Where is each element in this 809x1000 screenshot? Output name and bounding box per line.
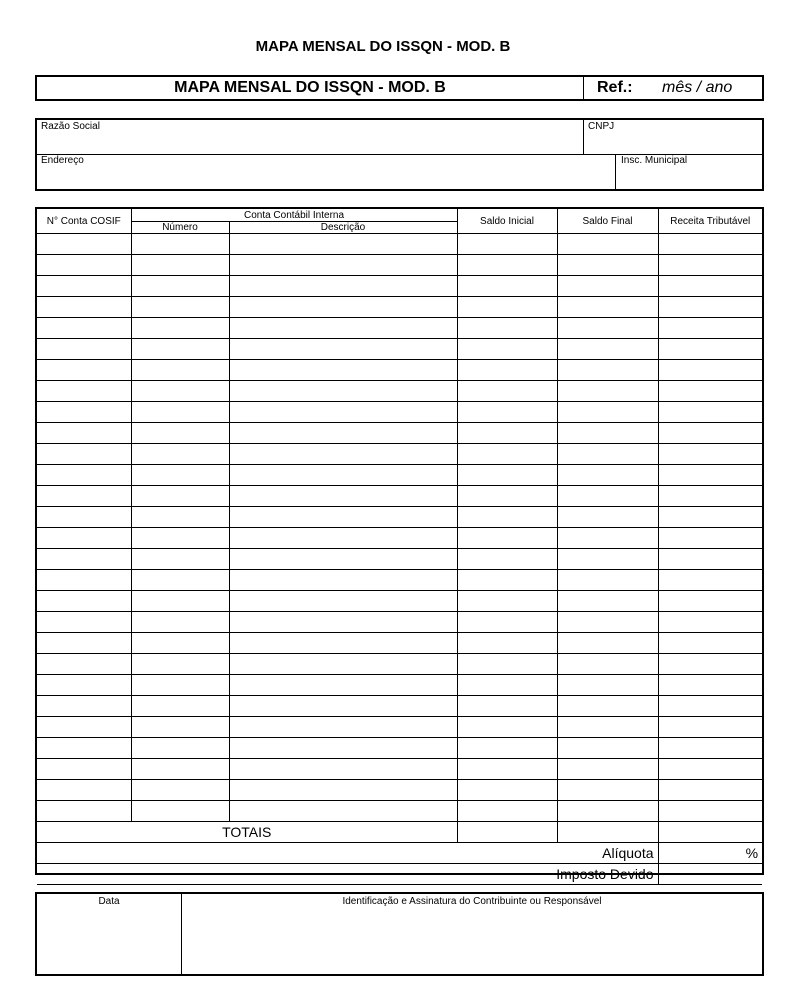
receita-cell[interactable] [658, 444, 762, 465]
cosif-cell[interactable] [37, 759, 131, 780]
table-row [37, 360, 762, 381]
table-row [37, 759, 762, 780]
saldo-inicial-cell[interactable] [457, 486, 557, 507]
header-numero: Número [131, 222, 229, 234]
cosif-cell[interactable] [37, 318, 131, 339]
saldo-inicial-cell[interactable] [457, 675, 557, 696]
aliquota-label: Alíquota [37, 843, 658, 864]
header-conta-contabil: Conta Contábil Interna [131, 209, 457, 222]
cosif-cell[interactable] [37, 507, 131, 528]
saldo-final-cell[interactable] [557, 759, 658, 780]
table-row [37, 717, 762, 738]
cnpj-label: CNPJ [588, 121, 615, 132]
numero-cell[interactable] [131, 801, 229, 822]
table-row [37, 696, 762, 717]
saldo-final-cell[interactable] [557, 780, 658, 801]
table-row [37, 633, 762, 654]
saldo-final-cell[interactable] [557, 444, 658, 465]
numero-cell[interactable] [131, 549, 229, 570]
receita-cell[interactable] [658, 801, 762, 822]
descricao-cell[interactable] [229, 591, 457, 612]
saldo-final-cell[interactable] [557, 612, 658, 633]
saldo-final-cell[interactable] [557, 360, 658, 381]
numero-cell[interactable] [131, 612, 229, 633]
table-row [37, 528, 762, 549]
cosif-cell[interactable] [37, 255, 131, 276]
receita-cell[interactable] [658, 402, 762, 423]
numero-cell[interactable] [131, 717, 229, 738]
receita-cell[interactable] [658, 276, 762, 297]
saldo-final-cell[interactable] [557, 318, 658, 339]
descricao-cell[interactable] [229, 738, 457, 759]
saldo-inicial-cell[interactable] [457, 339, 557, 360]
numero-cell[interactable] [131, 276, 229, 297]
receita-cell[interactable] [658, 528, 762, 549]
saldo-inicial-cell[interactable] [457, 360, 557, 381]
descricao-cell[interactable] [229, 507, 457, 528]
descricao-cell[interactable] [229, 675, 457, 696]
receita-cell[interactable] [658, 381, 762, 402]
descricao-cell[interactable] [229, 759, 457, 780]
cosif-cell[interactable] [37, 549, 131, 570]
cosif-cell[interactable] [37, 654, 131, 675]
cosif-cell[interactable] [37, 675, 131, 696]
saldo-final-cell[interactable] [557, 339, 658, 360]
saldo-final-cell[interactable] [557, 402, 658, 423]
numero-cell[interactable] [131, 507, 229, 528]
numero-cell[interactable] [131, 423, 229, 444]
table-row [37, 654, 762, 675]
descricao-cell[interactable] [229, 549, 457, 570]
numero-cell[interactable] [131, 444, 229, 465]
descricao-cell[interactable] [229, 654, 457, 675]
numero-cell[interactable] [131, 633, 229, 654]
numero-cell[interactable] [131, 570, 229, 591]
saldo-final-cell[interactable] [557, 486, 658, 507]
saldo-final-cell[interactable] [557, 675, 658, 696]
table-row [37, 675, 762, 696]
descricao-cell[interactable] [229, 318, 457, 339]
accounts-table [35, 207, 764, 882]
saldo-inicial-cell[interactable] [457, 444, 557, 465]
table-row [37, 465, 762, 486]
numero-cell[interactable] [131, 402, 229, 423]
imposto-devido-field[interactable] [658, 864, 762, 885]
saldo-inicial-cell[interactable] [457, 255, 557, 276]
totais-label: TOTAIS [37, 822, 457, 843]
saldo-inicial-cell[interactable] [457, 297, 557, 318]
descricao-cell[interactable] [229, 234, 457, 255]
cosif-cell[interactable] [37, 234, 131, 255]
cosif-cell[interactable] [37, 402, 131, 423]
saldo-inicial-cell[interactable] [457, 717, 557, 738]
saldo-final-cell[interactable] [557, 591, 658, 612]
descricao-cell[interactable] [229, 528, 457, 549]
numero-cell[interactable] [131, 234, 229, 255]
data-label: Data [98, 896, 120, 907]
razao-social-label: Razão Social [41, 121, 100, 132]
receita-cell[interactable] [658, 360, 762, 381]
receita-cell[interactable] [658, 612, 762, 633]
numero-cell[interactable] [131, 654, 229, 675]
table-row [37, 591, 762, 612]
cosif-cell[interactable] [37, 444, 131, 465]
cosif-cell[interactable] [37, 591, 131, 612]
numero-cell[interactable] [131, 255, 229, 276]
title-box [35, 75, 764, 101]
cosif-cell[interactable] [37, 297, 131, 318]
numero-cell[interactable] [131, 465, 229, 486]
table-row [37, 738, 762, 759]
table-row [37, 486, 762, 507]
saldo-final-cell[interactable] [557, 276, 658, 297]
cosif-cell[interactable] [37, 612, 131, 633]
saldo-final-cell[interactable] [557, 465, 658, 486]
numero-cell[interactable] [131, 339, 229, 360]
numero-cell[interactable] [131, 759, 229, 780]
table-row [37, 402, 762, 423]
descricao-cell[interactable] [229, 297, 457, 318]
saldo-inicial-cell[interactable] [457, 654, 557, 675]
cosif-cell[interactable] [37, 801, 131, 822]
numero-cell[interactable] [131, 528, 229, 549]
table-row [37, 570, 762, 591]
cosif-cell[interactable] [37, 696, 131, 717]
table-row [37, 339, 762, 360]
saldo-final-cell[interactable] [557, 738, 658, 759]
receita-cell[interactable] [658, 654, 762, 675]
numero-cell[interactable] [131, 696, 229, 717]
descricao-cell[interactable] [229, 717, 457, 738]
receita-cell[interactable] [658, 633, 762, 654]
table-row [37, 612, 762, 633]
saldo-final-cell[interactable] [557, 528, 658, 549]
table-row [37, 255, 762, 276]
saldo-inicial-cell[interactable] [457, 738, 557, 759]
saldo-inicial-cell[interactable] [457, 402, 557, 423]
saldo-inicial-cell[interactable] [457, 423, 557, 444]
receita-cell[interactable] [658, 717, 762, 738]
descricao-cell[interactable] [229, 444, 457, 465]
saldo-final-cell[interactable] [557, 570, 658, 591]
cosif-cell[interactable] [37, 360, 131, 381]
total-saldo-inicial[interactable] [457, 822, 557, 843]
saldo-inicial-cell[interactable] [457, 591, 557, 612]
receita-cell[interactable] [658, 696, 762, 717]
saldo-inicial-cell[interactable] [457, 318, 557, 339]
descricao-cell[interactable] [229, 465, 457, 486]
descricao-cell[interactable] [229, 339, 457, 360]
receita-cell[interactable] [658, 486, 762, 507]
cosif-cell[interactable] [37, 738, 131, 759]
descricao-cell[interactable] [229, 696, 457, 717]
receita-cell[interactable] [658, 297, 762, 318]
header-saldo-inicial: Saldo Inicial [457, 209, 557, 234]
cosif-cell[interactable] [37, 465, 131, 486]
header-cosif: N° Conta COSIF [37, 209, 131, 234]
receita-cell[interactable] [658, 759, 762, 780]
ref-label: Ref.: [597, 79, 633, 96]
saldo-final-cell[interactable] [557, 717, 658, 738]
cosif-cell[interactable] [37, 528, 131, 549]
ref-period-field[interactable]: mês / ano [662, 79, 733, 96]
cosif-cell[interactable] [37, 423, 131, 444]
numero-cell[interactable] [131, 738, 229, 759]
receita-cell[interactable] [658, 591, 762, 612]
signature-box [35, 892, 764, 976]
receita-cell[interactable] [658, 255, 762, 276]
saldo-final-cell[interactable] [557, 654, 658, 675]
descricao-cell[interactable] [229, 612, 457, 633]
total-receita[interactable] [658, 822, 762, 843]
header-receita-tributavel: Receita Tributável [658, 209, 762, 234]
descricao-cell[interactable] [229, 381, 457, 402]
descricao-cell[interactable] [229, 780, 457, 801]
saldo-inicial-cell[interactable] [457, 381, 557, 402]
saldo-inicial-cell[interactable] [457, 465, 557, 486]
table-row [37, 381, 762, 402]
saldo-inicial-cell[interactable] [457, 528, 557, 549]
descricao-cell[interactable] [229, 801, 457, 822]
numero-cell[interactable] [131, 360, 229, 381]
cosif-cell[interactable] [37, 780, 131, 801]
saldo-inicial-cell[interactable] [457, 759, 557, 780]
saldo-inicial-cell[interactable] [457, 507, 557, 528]
descricao-cell[interactable] [229, 255, 457, 276]
saldo-final-cell[interactable] [557, 381, 658, 402]
cosif-cell[interactable] [37, 570, 131, 591]
cosif-cell[interactable] [37, 717, 131, 738]
receita-cell[interactable] [658, 423, 762, 444]
table-row [37, 444, 762, 465]
saldo-final-cell[interactable] [557, 696, 658, 717]
receita-cell[interactable] [658, 549, 762, 570]
descricao-cell[interactable] [229, 402, 457, 423]
imposto-devido-label: Imposto Devido [37, 864, 658, 885]
saldo-inicial-cell[interactable] [457, 780, 557, 801]
header-descricao: Descrição [229, 222, 457, 234]
cosif-cell[interactable] [37, 486, 131, 507]
numero-cell[interactable] [131, 381, 229, 402]
saldo-final-cell[interactable] [557, 549, 658, 570]
table-row [37, 507, 762, 528]
cosif-cell[interactable] [37, 381, 131, 402]
numero-cell[interactable] [131, 675, 229, 696]
saldo-final-cell[interactable] [557, 507, 658, 528]
receita-cell[interactable] [658, 318, 762, 339]
table-row [37, 780, 762, 801]
receita-cell[interactable] [658, 738, 762, 759]
saldo-inicial-cell[interactable] [457, 234, 557, 255]
descricao-cell[interactable] [229, 633, 457, 654]
cosif-cell[interactable] [37, 339, 131, 360]
numero-cell[interactable] [131, 318, 229, 339]
table-row [37, 234, 762, 255]
total-saldo-final[interactable] [557, 822, 658, 843]
page-title: MAPA MENSAL DO ISSQN - MOD. B [255, 38, 511, 55]
descricao-cell[interactable] [229, 570, 457, 591]
saldo-inicial-cell[interactable] [457, 276, 557, 297]
company-info-box [35, 118, 764, 191]
insc-municipal-label: Insc. Municipal [621, 155, 688, 166]
saldo-final-cell[interactable] [557, 234, 658, 255]
cosif-cell[interactable] [37, 633, 131, 654]
descricao-cell[interactable] [229, 486, 457, 507]
saldo-inicial-cell[interactable] [457, 633, 557, 654]
receita-cell[interactable] [658, 507, 762, 528]
saldo-inicial-cell[interactable] [457, 612, 557, 633]
header-saldo-final: Saldo Final [557, 209, 658, 234]
cosif-cell[interactable] [37, 276, 131, 297]
table-row [37, 318, 762, 339]
table-row [37, 276, 762, 297]
table-row [37, 549, 762, 570]
table-row [37, 297, 762, 318]
table-row [37, 801, 762, 822]
saldo-final-cell[interactable] [557, 297, 658, 318]
receita-cell[interactable] [658, 465, 762, 486]
receita-cell[interactable] [658, 675, 762, 696]
table-row [37, 423, 762, 444]
saldo-inicial-cell[interactable] [457, 801, 557, 822]
receita-cell[interactable] [658, 780, 762, 801]
receita-cell[interactable] [658, 339, 762, 360]
signature-label: Identificação e Assinatura do Contribuinte ou Responsável [342, 896, 602, 907]
receita-cell[interactable] [658, 570, 762, 591]
receita-cell[interactable] [658, 234, 762, 255]
saldo-inicial-cell[interactable] [457, 549, 557, 570]
descricao-cell[interactable] [229, 423, 457, 444]
saldo-final-cell[interactable] [557, 423, 658, 444]
form-title: MAPA MENSAL DO ISSQN - MOD. B [37, 77, 584, 99]
numero-cell[interactable] [131, 486, 229, 507]
aliquota-field[interactable]: % [658, 843, 762, 864]
saldo-final-cell[interactable] [557, 801, 658, 822]
saldo-final-cell[interactable] [557, 255, 658, 276]
saldo-final-cell[interactable] [557, 633, 658, 654]
endereco-label: Endereço [41, 155, 84, 166]
saldo-inicial-cell[interactable] [457, 570, 557, 591]
saldo-inicial-cell[interactable] [457, 696, 557, 717]
descricao-cell[interactable] [229, 360, 457, 381]
numero-cell[interactable] [131, 297, 229, 318]
numero-cell[interactable] [131, 591, 229, 612]
numero-cell[interactable] [131, 780, 229, 801]
descricao-cell[interactable] [229, 276, 457, 297]
